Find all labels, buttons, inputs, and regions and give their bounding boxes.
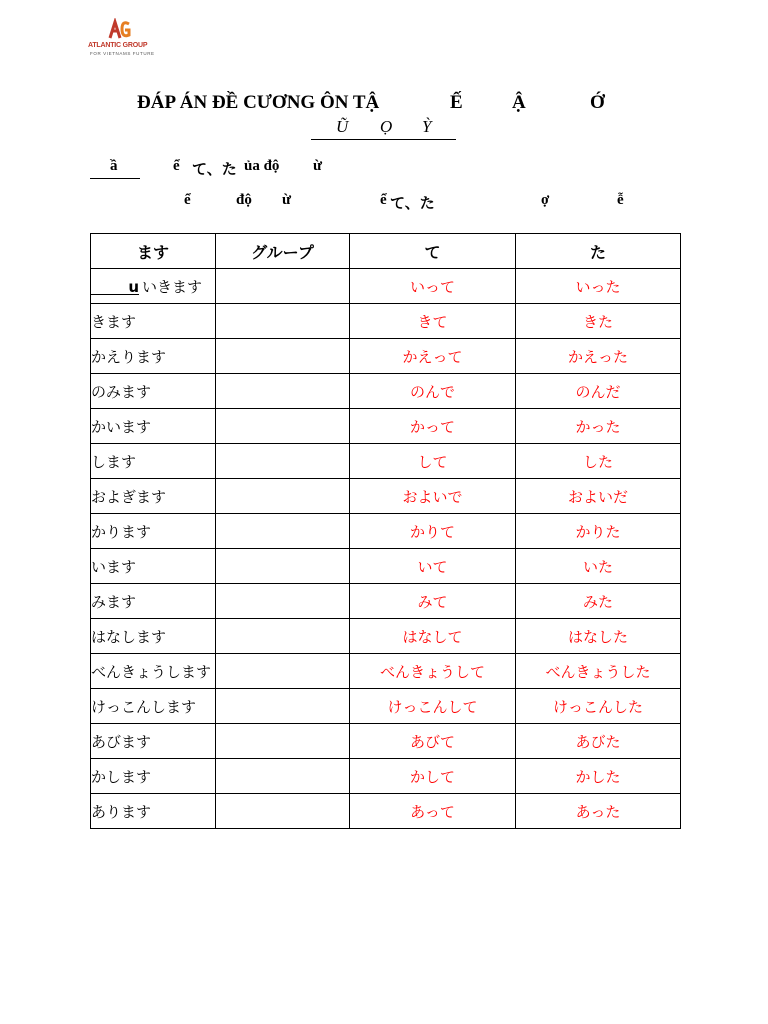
table-header-row [91,234,681,269]
te-form-cell: およいで [350,479,516,514]
group-cell[interactable] [216,654,350,689]
header-masu: ます [91,234,216,269]
title-part-1: ĐÁP ÁN ĐỀ CƯƠNG ÔN TẬ [137,92,380,113]
te-form-cell: かって [350,409,516,444]
te-form-cell: あって [350,794,516,829]
masu-cell: のみます [91,374,216,409]
instruction-1-part-1: ầ [110,158,118,174]
table-row [91,374,681,409]
te-form-cell: かえって [350,339,516,374]
masu-cell: います [91,549,216,584]
instruction-1-part-3: て、た [192,162,237,178]
header-group: グループ [216,234,350,269]
te-form-cell: はなして [350,619,516,654]
verb-conjugation-table [90,233,681,829]
instruction-1-part-4: ủa độ [244,158,280,174]
instruction-2-part-6: ợ [541,192,550,208]
masu-cell [91,269,216,304]
table-row [91,584,681,619]
ta-form-cell: いた [516,549,681,584]
table-row [91,444,681,479]
instruction-1-part-2: ể [173,158,180,174]
group-cell[interactable] [216,689,350,724]
masu-cell: かえります [91,339,216,374]
ta-form-cell: かした [516,759,681,794]
ta-form-cell: はなした [516,619,681,654]
group-cell[interactable] [216,619,350,654]
te-form-cell: きて [350,304,516,339]
ta-form-cell: のんだ [516,374,681,409]
masu-cell: かします [91,759,216,794]
ta-form-cell: あった [516,794,681,829]
ta-form-cell: かりた [516,514,681,549]
te-form-cell: かして [350,759,516,794]
ag-logo-icon [108,18,132,40]
te-form-cell: かりて [350,514,516,549]
instruction-2-part-2: độ [236,192,252,208]
ta-form-cell: みた [516,584,681,619]
logo-tagline: FOR VIETNAMS FUTURE [90,51,155,56]
table-row [91,654,681,689]
header-te: て [350,234,516,269]
instruction-2-part-4: ể [380,192,387,208]
group-cell[interactable] [216,479,350,514]
masu-cell: みます [91,584,216,619]
masu-cell: およぎます [91,479,216,514]
masu-cell: べんきょうします [91,654,216,689]
group-cell[interactable] [216,549,350,584]
table-row [91,794,681,829]
instruction-2-part-7: ễ [617,192,624,208]
instruction-2-part-3: ừ [282,192,292,208]
ta-form-cell: あびた [516,724,681,759]
ta-form-cell: きた [516,304,681,339]
table-row [91,724,681,759]
masu-cell: はなします [91,619,216,654]
subtitle-part-3: Ỳ [422,117,432,136]
te-form-cell: けっこんして [350,689,516,724]
group-cell[interactable] [216,339,350,374]
table-row [91,549,681,584]
group-cell[interactable] [216,374,350,409]
group-cell[interactable] [216,759,350,794]
table-row [91,304,681,339]
masu-cell: あびます [91,724,216,759]
ta-form-cell: およいだ [516,479,681,514]
ta-form-cell: かった [516,409,681,444]
ta-form-cell: かえった [516,339,681,374]
atlantic-group-logo [88,18,160,60]
te-form-cell: いって [350,269,516,304]
logo-name: ATLANTIC GROUP [88,42,148,49]
header-ta: た [516,234,681,269]
group-cell[interactable] [216,304,350,339]
masu-form: いきます [142,277,203,296]
example-blank: u [91,280,139,295]
group-cell[interactable] [216,444,350,479]
table-row [91,689,681,724]
table-row [91,269,681,304]
subtitle-part-2: Ọ [380,117,393,136]
title-part-2: Ế [450,92,463,113]
te-form-cell: いて [350,549,516,584]
te-form-cell: みて [350,584,516,619]
ta-form-cell: した [516,444,681,479]
ta-form-cell: べんきょうした [516,654,681,689]
group-cell[interactable] [216,409,350,444]
group-cell[interactable] [216,584,350,619]
instruction-1-part-5: ừ [313,158,323,174]
instruction-2-part-5: て、た [390,196,435,212]
table-row [91,514,681,549]
group-cell[interactable] [216,724,350,759]
subtitle-part-1: Ũ [336,117,349,136]
masu-cell: あります [91,794,216,829]
title-part-4: Ớ [590,92,605,113]
te-form-cell: あびて [350,724,516,759]
table-row [91,479,681,514]
instruction-1-underline [90,178,140,179]
group-cell[interactable] [216,514,350,549]
masu-cell: します [91,444,216,479]
ta-form-cell: いった [516,269,681,304]
table-row [91,619,681,654]
te-form-cell: して [350,444,516,479]
ta-form-cell: けっこんした [516,689,681,724]
masu-cell: かいます [91,409,216,444]
group-cell[interactable] [216,794,350,829]
group-cell[interactable] [216,269,350,304]
table-row [91,759,681,794]
masu-cell: きます [91,304,216,339]
masu-cell: かります [91,514,216,549]
masu-cell: けっこんします [91,689,216,724]
te-form-cell: べんきょうして [350,654,516,689]
title-part-3: Ậ [512,92,526,113]
table-row [91,409,681,444]
te-form-cell: のんで [350,374,516,409]
subtitle-underline [311,139,456,140]
table-row [91,339,681,374]
instruction-2-part-1: ể [184,192,191,208]
